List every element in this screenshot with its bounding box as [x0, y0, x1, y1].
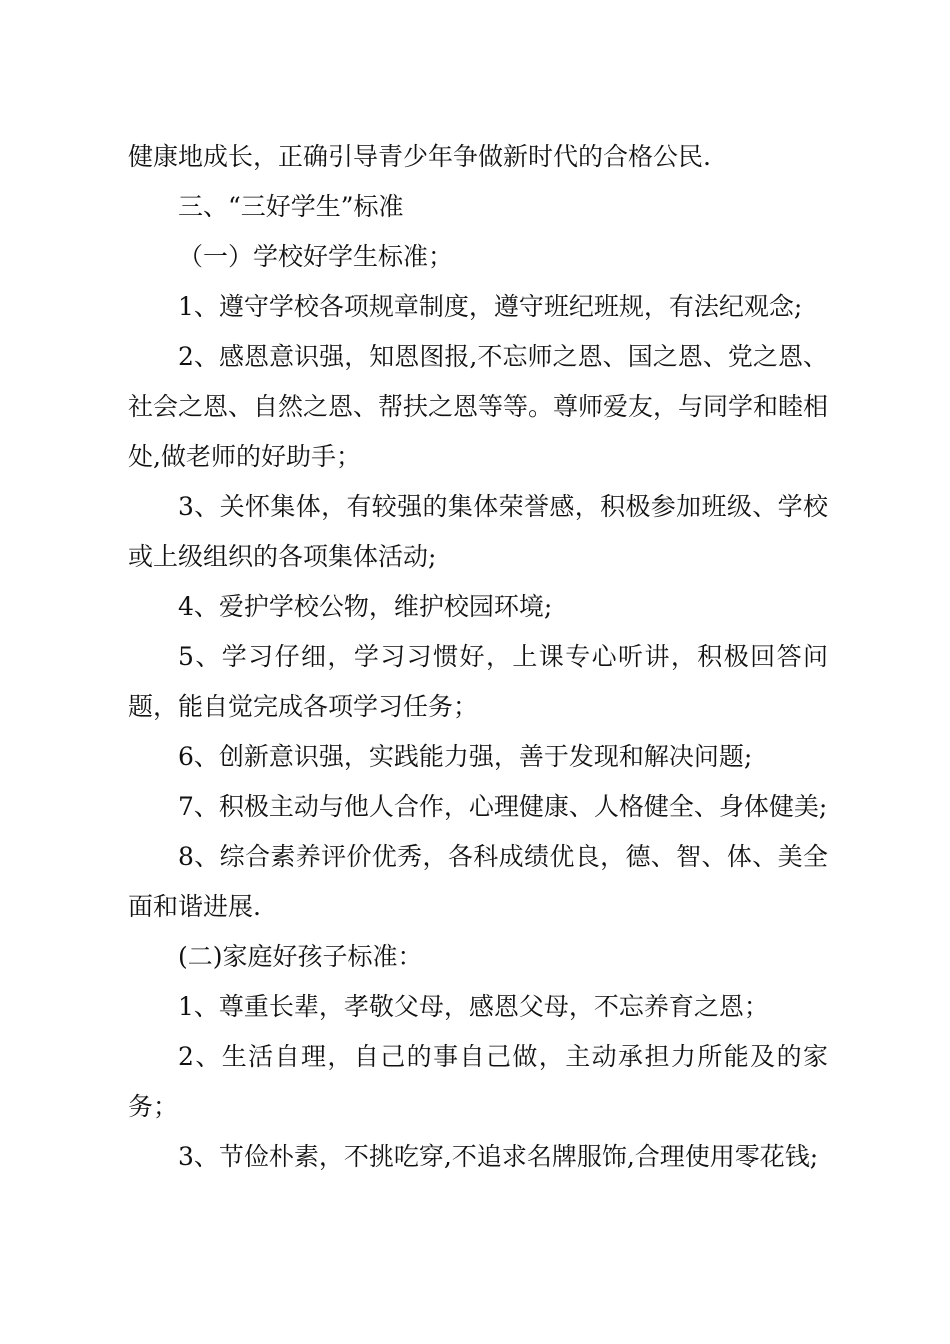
list-item: 7、积极主动与他人合作，心理健康、人格健全、身体健美; — [178, 792, 828, 821]
section-heading-three-good-students: 三、“三好学生”标准 — [178, 192, 404, 221]
list-item: 3、节俭朴素，不挑吃穿,不追求名牌服饰,合理使用零花钱; — [178, 1142, 819, 1171]
list-item: 3、关怀集体，有较强的集体荣誉感，积极参加班级、学校或上级组织的各项集体活动; — [128, 492, 828, 571]
list-item: 1、尊重长辈，孝敬父母，感恩父母，不忘养育之恩； — [178, 992, 769, 1021]
list-item: 2、感恩意识强，知恩图报,不忘师之恩、国之恩、党之恩、社会之恩、自然之恩、帮扶之恩等等。尊师爱友，与同学和睦相处,做老师的好助手； — [128, 342, 829, 471]
list-item: 8、综合素养评价优秀，各科成绩优良，德、智、体、美全面和谐进展. — [128, 842, 828, 921]
list-item: 4、爱护学校公物，维护校园环境; — [178, 592, 553, 621]
list-item: 1、遵守学校各项规章制度，遵守班纪班规，有法纪观念; — [178, 292, 803, 321]
subsection-heading-school-student: （一）学校好学生标准； — [178, 242, 454, 271]
list-item: 6、创新意识强，实践能力强，善于发现和解决问题; — [178, 742, 753, 771]
list-item: 2、生活自理，自己的事自己做，主动承担力所能及的家务； — [128, 1042, 828, 1121]
paragraph-continuation: 健康地成长，正确引导青少年争做新时代的合格公民. — [128, 142, 711, 171]
list-item: 5、学习仔细，学习习惯好，上课专心听讲，积极回答问题，能自觉完成各项学习任务； — [128, 642, 828, 721]
subsection-heading-family-child: (二)家庭好孩子标准： — [178, 942, 423, 971]
document-body — [128, 132, 828, 1182]
